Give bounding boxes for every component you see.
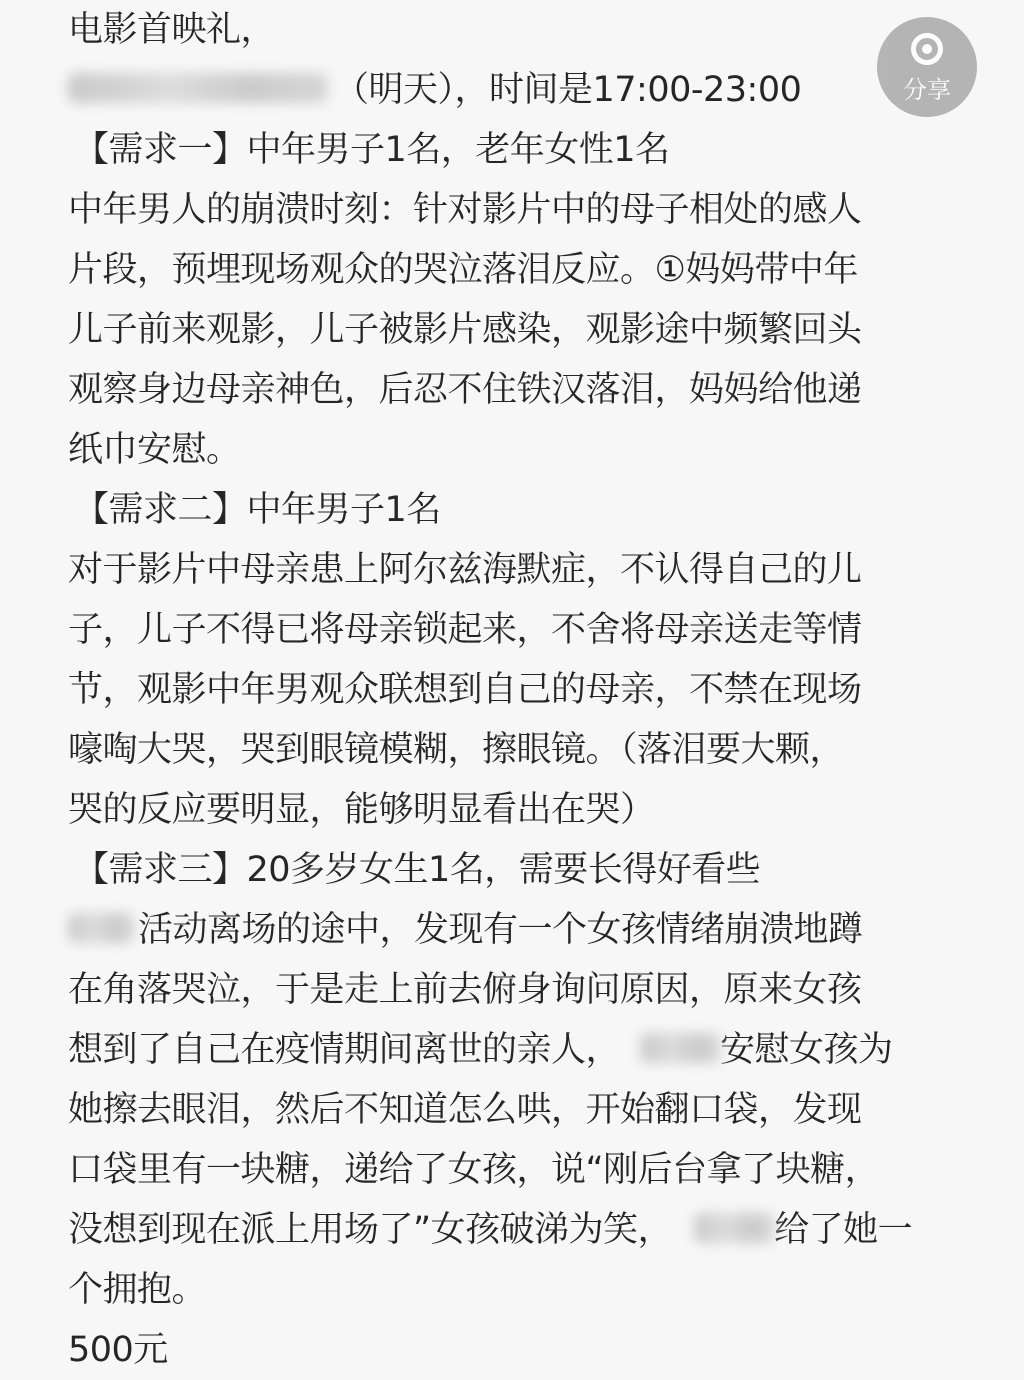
redacted-text — [694, 1213, 774, 1243]
requirement-heading: 【需求三】20多岁女生1名，需要长得好看些 — [74, 850, 761, 890]
text-line — [68, 900, 948, 960]
redacted-text — [640, 1033, 720, 1063]
text-line — [68, 1020, 948, 1080]
text-segment: 给了她一 — [774, 1210, 913, 1250]
share-label: 分享 — [903, 76, 951, 104]
text-line: 子，儿子不得已将母亲锁起来，不舍将母亲送走等情 — [68, 610, 862, 650]
requirement-heading: 【需求二】中年男子1名 — [74, 490, 441, 530]
time-text: （明天），时间是17:00-23:00 — [334, 70, 802, 110]
text-line: 观察身边母亲神色，后忍不住铁汉落泪，妈妈给他递 — [68, 370, 862, 410]
text-line: 纸巾安慰。 — [68, 430, 241, 470]
document-body — [68, 0, 948, 1380]
text-line — [68, 1200, 948, 1260]
price-text: 500元 — [68, 1330, 168, 1370]
text-line: 儿子前来观影，儿子被影片感染，观影途中频繁回头 — [68, 310, 862, 350]
text-line: 对于影片中母亲患上阿尔兹海默症，不认得自己的儿 — [68, 550, 862, 590]
text-segment: 没想到现在派上用场了”女孩破涕为笑， — [68, 1210, 673, 1250]
redacted-text — [68, 73, 328, 103]
text-segment: 活动离场的途中，发现有一个女孩情绪崩溃地蹲 — [138, 910, 863, 950]
requirement-heading: 【需求一】中年男子1名，老年女性1名 — [74, 130, 670, 170]
share-button[interactable] — [877, 17, 977, 117]
text-line: 在角落哭泣，于是走上前去俯身询问原因，原来女孩 — [68, 970, 862, 1010]
share-icon — [911, 33, 943, 65]
redacted-text — [68, 913, 134, 943]
text-line: 个拥抱。 — [68, 1270, 207, 1310]
text-segment: 安慰女孩为 — [720, 1030, 893, 1070]
text-line: 中年男人的崩溃时刻：针对影片中的母子相处的感人 — [68, 190, 862, 230]
text-line: 口袋里有一块糖，递给了女孩，说“刚后台拿了块糖， — [68, 1150, 880, 1190]
text-segment: 想到了自己在疫情期间离世的亲人， — [68, 1030, 621, 1070]
text-line: 电影首映礼， — [68, 10, 276, 50]
text-line: 哭的反应要明显，能够明显看出在哭） — [68, 790, 655, 830]
text-line — [68, 60, 948, 120]
text-line: 节，观影中年男观众联想到自己的母亲，不禁在现场 — [68, 670, 862, 710]
text-line: 片段，预埋现场观众的哭泣落泪反应。①妈妈带中年 — [68, 250, 858, 290]
text-line: 嚎啕大哭，哭到眼镜模糊，擦眼镜。（落泪要大颗， — [68, 730, 845, 770]
text-line: 她擦去眼泪，然后不知道怎么哄，开始翻口袋，发现 — [68, 1090, 862, 1130]
